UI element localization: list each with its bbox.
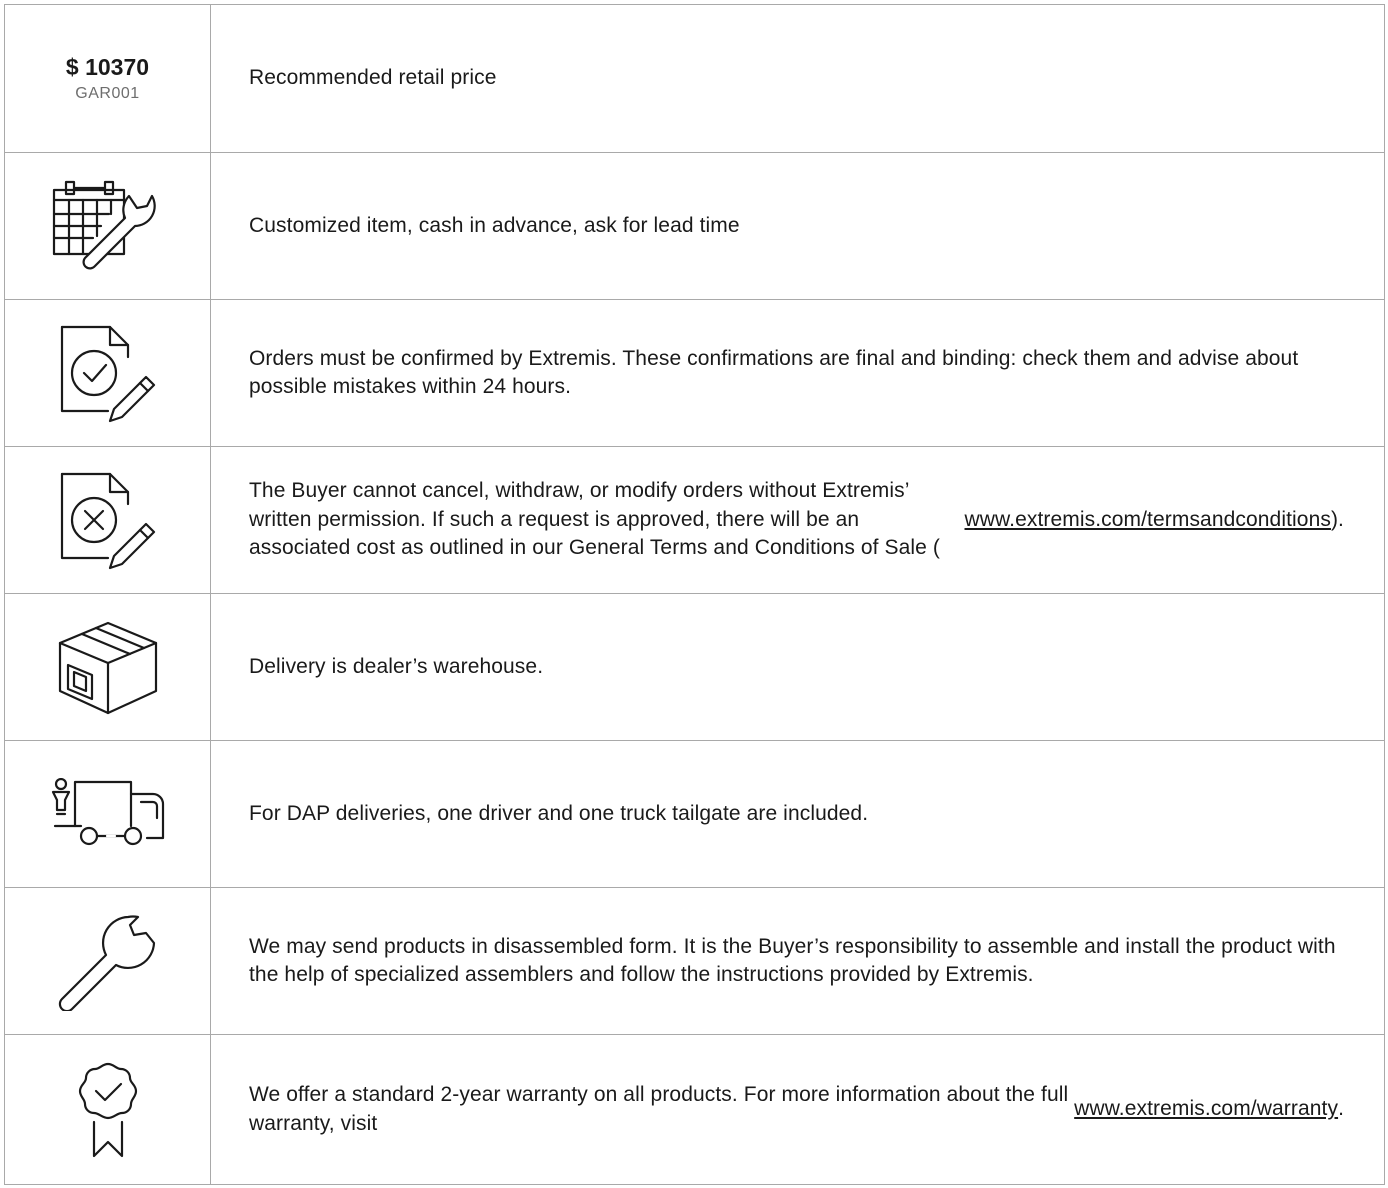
box-icon (56, 617, 160, 717)
dap-delivery-text: For DAP deliveries, one driver and one truck tailgate are included. (249, 801, 869, 825)
assembly-text: We may send products in disassembled form. It is the Buyer’s responsibility to assemble and install the product with the help of specialized assemblers and follow the instructions provided by Extremis. (249, 934, 1336, 986)
wrench-icon (56, 911, 160, 1011)
delivery-text: Delivery is dealer’s warehouse. (249, 654, 544, 678)
warranty-text-after: . (1338, 1097, 1344, 1121)
calendar-wrench-icon (49, 176, 167, 276)
custom-item-icon-cell (5, 153, 211, 299)
warranty-text-before: We offer a standard 2-year warranty on all products. For more information about the full warranty, visit (249, 1083, 1069, 1135)
assembly-icon-cell (5, 888, 211, 1034)
warranty-link[interactable]: www.extremis.com/warranty (1074, 1097, 1339, 1121)
order-cancellation-icon-cell (5, 447, 211, 593)
price-cell (5, 5, 211, 152)
order-confirmation-row (5, 299, 1384, 446)
price-block (66, 52, 149, 106)
document-check-pencil-icon (56, 323, 160, 423)
order-cancellation-text (211, 447, 1384, 593)
truck-driver-icon (49, 778, 167, 850)
document-cross-pencil-icon (56, 470, 160, 570)
custom-item-text: Customized item, cash in advance, ask for lead time (249, 213, 740, 237)
warranty-text (211, 1035, 1384, 1184)
custom-item-row (5, 152, 1384, 299)
delivery-icon-cell (5, 594, 211, 740)
dap-delivery-icon-cell (5, 741, 211, 887)
order-confirmation-icon-cell (5, 300, 211, 446)
order-confirmation-text: Orders must be confirmed by Extremis. These confirmations are final and binding: check them and advise about possible mistakes within 24 hours. (249, 346, 1299, 398)
price-description: Recommended retail price (249, 66, 497, 90)
price-value: $ 10370 (65, 53, 150, 80)
order-cancellation-row (5, 446, 1384, 593)
product-code: GAR001 (75, 84, 140, 102)
cancellation-text-before: The Buyer cannot cancel, withdraw, or modify orders without Extremis’ written permission. If such a request is approved, there will be an associated cost as outlined in our General Terms and Conditions of Sale ( (249, 479, 940, 560)
delivery-row (5, 593, 1384, 740)
price-row (5, 5, 1384, 152)
terms-table (4, 4, 1385, 1185)
cancellation-text-after: ). (1330, 507, 1344, 531)
warranty-badge-icon (70, 1060, 146, 1160)
warranty-icon-cell (5, 1035, 211, 1184)
terms-and-conditions-link[interactable]: www.extremis.com/termsandconditions (964, 507, 1331, 531)
assembly-row (5, 887, 1384, 1034)
warranty-row (5, 1034, 1384, 1184)
dap-delivery-row (5, 740, 1384, 887)
